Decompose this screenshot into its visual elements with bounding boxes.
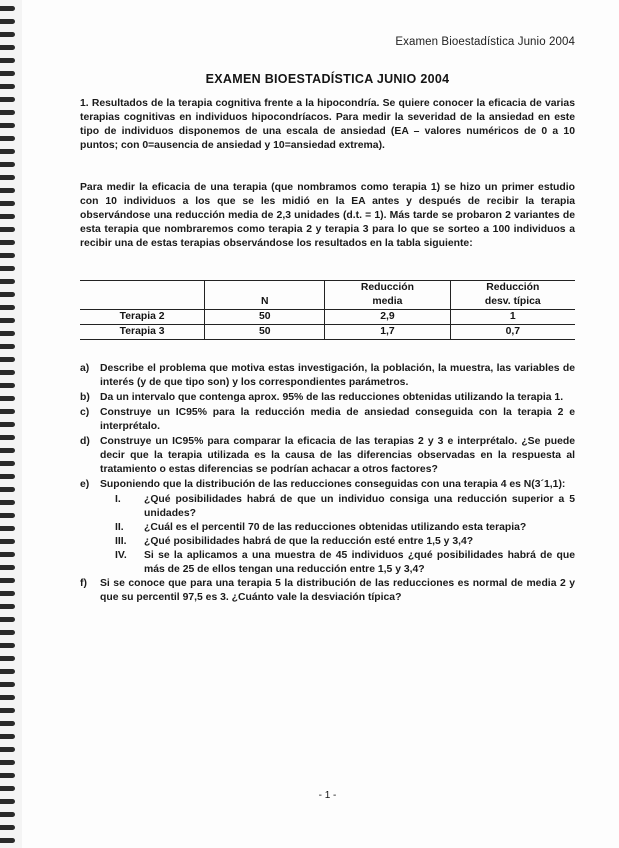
question-f [80, 577, 575, 605]
binding-ring [0, 227, 15, 232]
table-row [80, 310, 575, 325]
question-label: c) [80, 407, 90, 418]
subquestion-label: IV. [115, 550, 127, 561]
binding-ring [0, 422, 15, 427]
binding-ring [0, 149, 15, 154]
question-a [80, 362, 575, 390]
binding-ring [0, 760, 15, 765]
row-n: 50 [205, 325, 325, 340]
row-mean: 1,7 [325, 325, 450, 340]
binding-ring [0, 526, 15, 531]
intro-paragraph-1: 1. Resultados de la terapia cognitiva frente a la hipocondría. Se quiere conocer la eficacia de varias terapias cognitivas en individuos hipocondríacos. Para medir la severidad de la ansiedad en este tipo de individuos disponemos de una escala de ansiedad (EA – valores numéricos de 0 a 10 puntos; con 0=ausencia de ansiedad y 10=ansiedad extrema). [80, 98, 575, 151]
subquestion-text: ¿Qué posibilidades habrá de que un individuo consiga una reducción superior a 5 unidades? [144, 494, 575, 519]
binding-ring [0, 383, 15, 388]
table-header-sd-bottom: desv. típica [450, 295, 575, 310]
row-label: Terapia 2 [80, 310, 205, 325]
subquestion-label: II. [115, 522, 124, 533]
binding-ring [0, 786, 15, 791]
binding-ring [0, 565, 15, 570]
row-sd: 0,7 [450, 325, 575, 340]
table-row [80, 325, 575, 340]
subquestion-iv [100, 549, 575, 577]
binding-ring [0, 682, 15, 687]
binding-ring [0, 435, 15, 440]
row-sd: 1 [450, 310, 575, 325]
binding-ring [0, 45, 15, 50]
binding-ring [0, 539, 15, 544]
binding-ring [0, 396, 15, 401]
binding-ring [0, 513, 15, 518]
binding-ring [0, 162, 15, 167]
exam-title: EXAMEN BIOESTADÍSTICA JUNIO 2004 [205, 72, 450, 86]
binding-ring [0, 669, 15, 674]
table-header-mean-bottom: media [325, 295, 450, 310]
binding-ring [0, 292, 15, 297]
binding-ring [0, 214, 15, 219]
binding-ring [0, 552, 15, 557]
binding-ring [0, 6, 15, 11]
question-label: b) [80, 392, 90, 403]
binding-ring [0, 461, 15, 466]
subquestion-text: ¿Cuál es el percentil 70 de las reducciones obtenidas utilizando esta terapia? [144, 522, 527, 533]
binding-ring [0, 487, 15, 492]
binding-ring [0, 734, 15, 739]
binding-ring [0, 175, 15, 180]
binding-ring [0, 370, 15, 375]
binding-ring [0, 643, 15, 648]
binding-ring [0, 448, 15, 453]
binding-ring [0, 357, 15, 362]
intro-paragraph-2: Para medir la eficacia de una terapia (que nombramos como terapia 1) se hizo un primer estudio con 10 individuos a los que se les midió en la EA antes y después de recibir la terapia observándose una reducción media de 2,3 unidades (d.t. = 1). Más tarde se probaron 2 variantes de esta terapia que nombraremos como terapia 2 y terapia 3 para lo que se sorteo a 100 individuos a recibir una de estas terapias observándose los resultados en la tabla siguiente: [80, 182, 575, 249]
exam-page [80, 0, 575, 848]
question-list [80, 362, 575, 606]
row-label: Terapia 3 [80, 325, 205, 340]
binding-ring [0, 591, 15, 596]
question-text: Construye un IC95% para comparar la eficacia de las terapias 2 y 3 e interprétalo. ¿Se puede decir que la terapia utilizada es la causa de las diferencias observadas en la respuesta al tratamiento o estas diferencias se podrían achacar a otros factores? [100, 436, 575, 475]
binding-ring [0, 279, 15, 284]
binding-ring [0, 123, 15, 128]
question-text: Construye un IC95% para la reducción media de ansiedad conseguida con la terapia 2 e interprétalo. [100, 407, 575, 432]
question-text: Suponiendo que la distribución de las reducciones conseguidas con una terapia 4 es N(3´1,1): [100, 479, 566, 490]
subquestion-label: I. [115, 494, 121, 505]
subquestion-iii [100, 535, 575, 549]
binding-ring [0, 344, 15, 349]
question-e [80, 478, 575, 492]
table-header-row-1 [80, 281, 575, 296]
question-d [80, 435, 575, 477]
binding-ring [0, 58, 15, 63]
binding-ring [0, 656, 15, 661]
table-header-n: N [205, 295, 325, 310]
binding-ring [0, 500, 15, 505]
question-c [80, 406, 575, 434]
question-text: Si se conoce que para una terapia 5 la distribución de las reducciones es normal de media 2 y que su percentil 97,5 es 3. ¿Cuánto vale la desviación típica? [100, 578, 575, 603]
subquestion-ii [100, 521, 575, 535]
binding-ring [0, 799, 15, 804]
table-header-empty [205, 281, 325, 296]
table-header-empty [80, 281, 205, 296]
binding-ring [0, 630, 15, 635]
question-text: Describe el problema que motiva estas investigación, la población, la muestra, las variables de interés (y de que tipo son) y los correspondientes parámetros. [100, 363, 575, 388]
subquestion-text: Si se la aplicamos a una muestra de 45 individuos ¿qué posibilidades habrá de que más de 25 de ellos tengan una reducción entre 1,5 y 3,4? [144, 550, 575, 575]
binding-ring [0, 32, 15, 37]
binding-ring [0, 188, 15, 193]
subquestion-label: III. [115, 536, 127, 547]
subquestion-text: ¿Qué posibilidades habrá de que la reducción esté entre 1,5 y 3,4? [144, 536, 474, 547]
question-label: a) [80, 363, 90, 374]
binding-ring [0, 747, 15, 752]
table-header-row-2 [80, 295, 575, 310]
binding-ring [0, 721, 15, 726]
binding-ring [0, 409, 15, 414]
table-header-empty [80, 295, 205, 310]
binding-ring [0, 97, 15, 102]
table-header-sd-top: Reducción [450, 281, 575, 296]
binding-ring [0, 708, 15, 713]
binding-ring [0, 240, 15, 245]
question-label: f) [80, 578, 87, 589]
question-label: d) [80, 436, 90, 447]
table-header-mean-top: Reducción [325, 281, 450, 296]
binding-ring [0, 474, 15, 479]
binding-ring [0, 305, 15, 310]
binding-ring [0, 110, 15, 115]
subquestion-i [100, 493, 575, 521]
question-b [80, 391, 575, 405]
binding-ring [0, 825, 15, 830]
row-mean: 2,9 [325, 310, 450, 325]
binding-ring [0, 253, 15, 258]
row-n: 50 [205, 310, 325, 325]
question-text: Da un intervalo que contenga aprox. 95% de las reducciones obtenidas utilizando la terapia 1. [100, 392, 564, 403]
binding-ring [0, 201, 15, 206]
binding-ring [0, 84, 15, 89]
page-header: Examen Bioestadística Junio 2004 [395, 36, 575, 48]
binding-ring [0, 136, 15, 141]
binding-ring [0, 812, 15, 817]
question-label: e) [80, 479, 90, 490]
binding-ring [0, 617, 15, 622]
spiral-binding [0, 0, 22, 848]
binding-ring [0, 266, 15, 271]
binding-ring [0, 604, 15, 609]
binding-ring [0, 773, 15, 778]
binding-ring [0, 318, 15, 323]
binding-ring [0, 19, 15, 24]
results-table [80, 280, 575, 340]
page-number: - 1 - [318, 790, 337, 801]
binding-ring [0, 838, 15, 843]
binding-ring [0, 71, 15, 76]
binding-ring [0, 331, 15, 336]
binding-ring [0, 578, 15, 583]
binding-ring [0, 695, 15, 700]
